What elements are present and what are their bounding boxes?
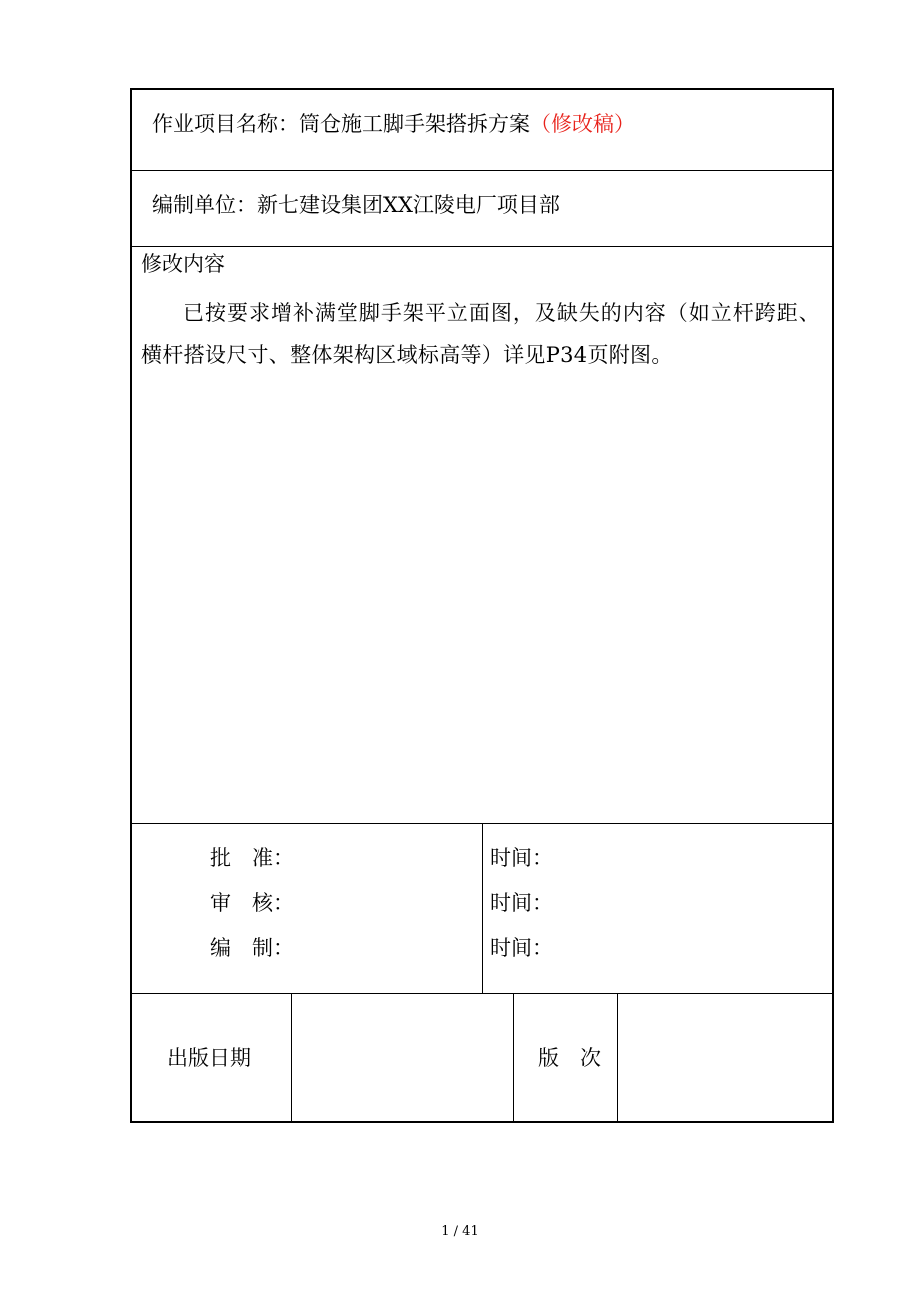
publish-date-value-cell [292, 994, 514, 1123]
edition-value-cell [618, 994, 832, 1123]
compile-label: 编 制： [210, 936, 294, 960]
unit-value: 新七建设集团XX江陵电厂项目部 [257, 193, 560, 217]
publish-date-label-cell [132, 994, 292, 1123]
unit-row [132, 171, 832, 247]
compiling-unit [152, 193, 560, 217]
revision-tag: （修改稿） [530, 112, 635, 136]
approve-label: 批 准： [210, 846, 294, 870]
compile-time-label: 时间： [490, 936, 553, 960]
project-title [152, 112, 635, 136]
content-row [132, 247, 832, 824]
content-body: 已按要求增补满堂脚手架平立面图，及缺失的内容（如立杆跨距、横杆搭设尺寸、整体架构区域标高等）详见P34页附图。 [141, 301, 820, 367]
page-number: 1 / 41 [441, 1224, 479, 1239]
title-value: 筒仓施工脚手架搭拆方案 [299, 112, 530, 136]
signoff-row [132, 824, 832, 994]
unit-label: 编制单位： [152, 193, 257, 217]
title-row [132, 90, 832, 171]
review-label: 审 核： [210, 891, 294, 915]
title-label: 作业项目名称： [152, 112, 299, 136]
content-heading: 修改内容 [141, 252, 225, 276]
edition-label: 版 次 [538, 1046, 601, 1070]
publish-date-label: 出版日期 [167, 1046, 251, 1070]
publish-row [132, 994, 832, 1123]
signoff-divider [482, 824, 483, 993]
review-time-label: 时间： [490, 891, 553, 915]
document-form [130, 88, 834, 1123]
approve-time-label: 时间： [490, 846, 553, 870]
edition-label-cell [514, 994, 618, 1123]
